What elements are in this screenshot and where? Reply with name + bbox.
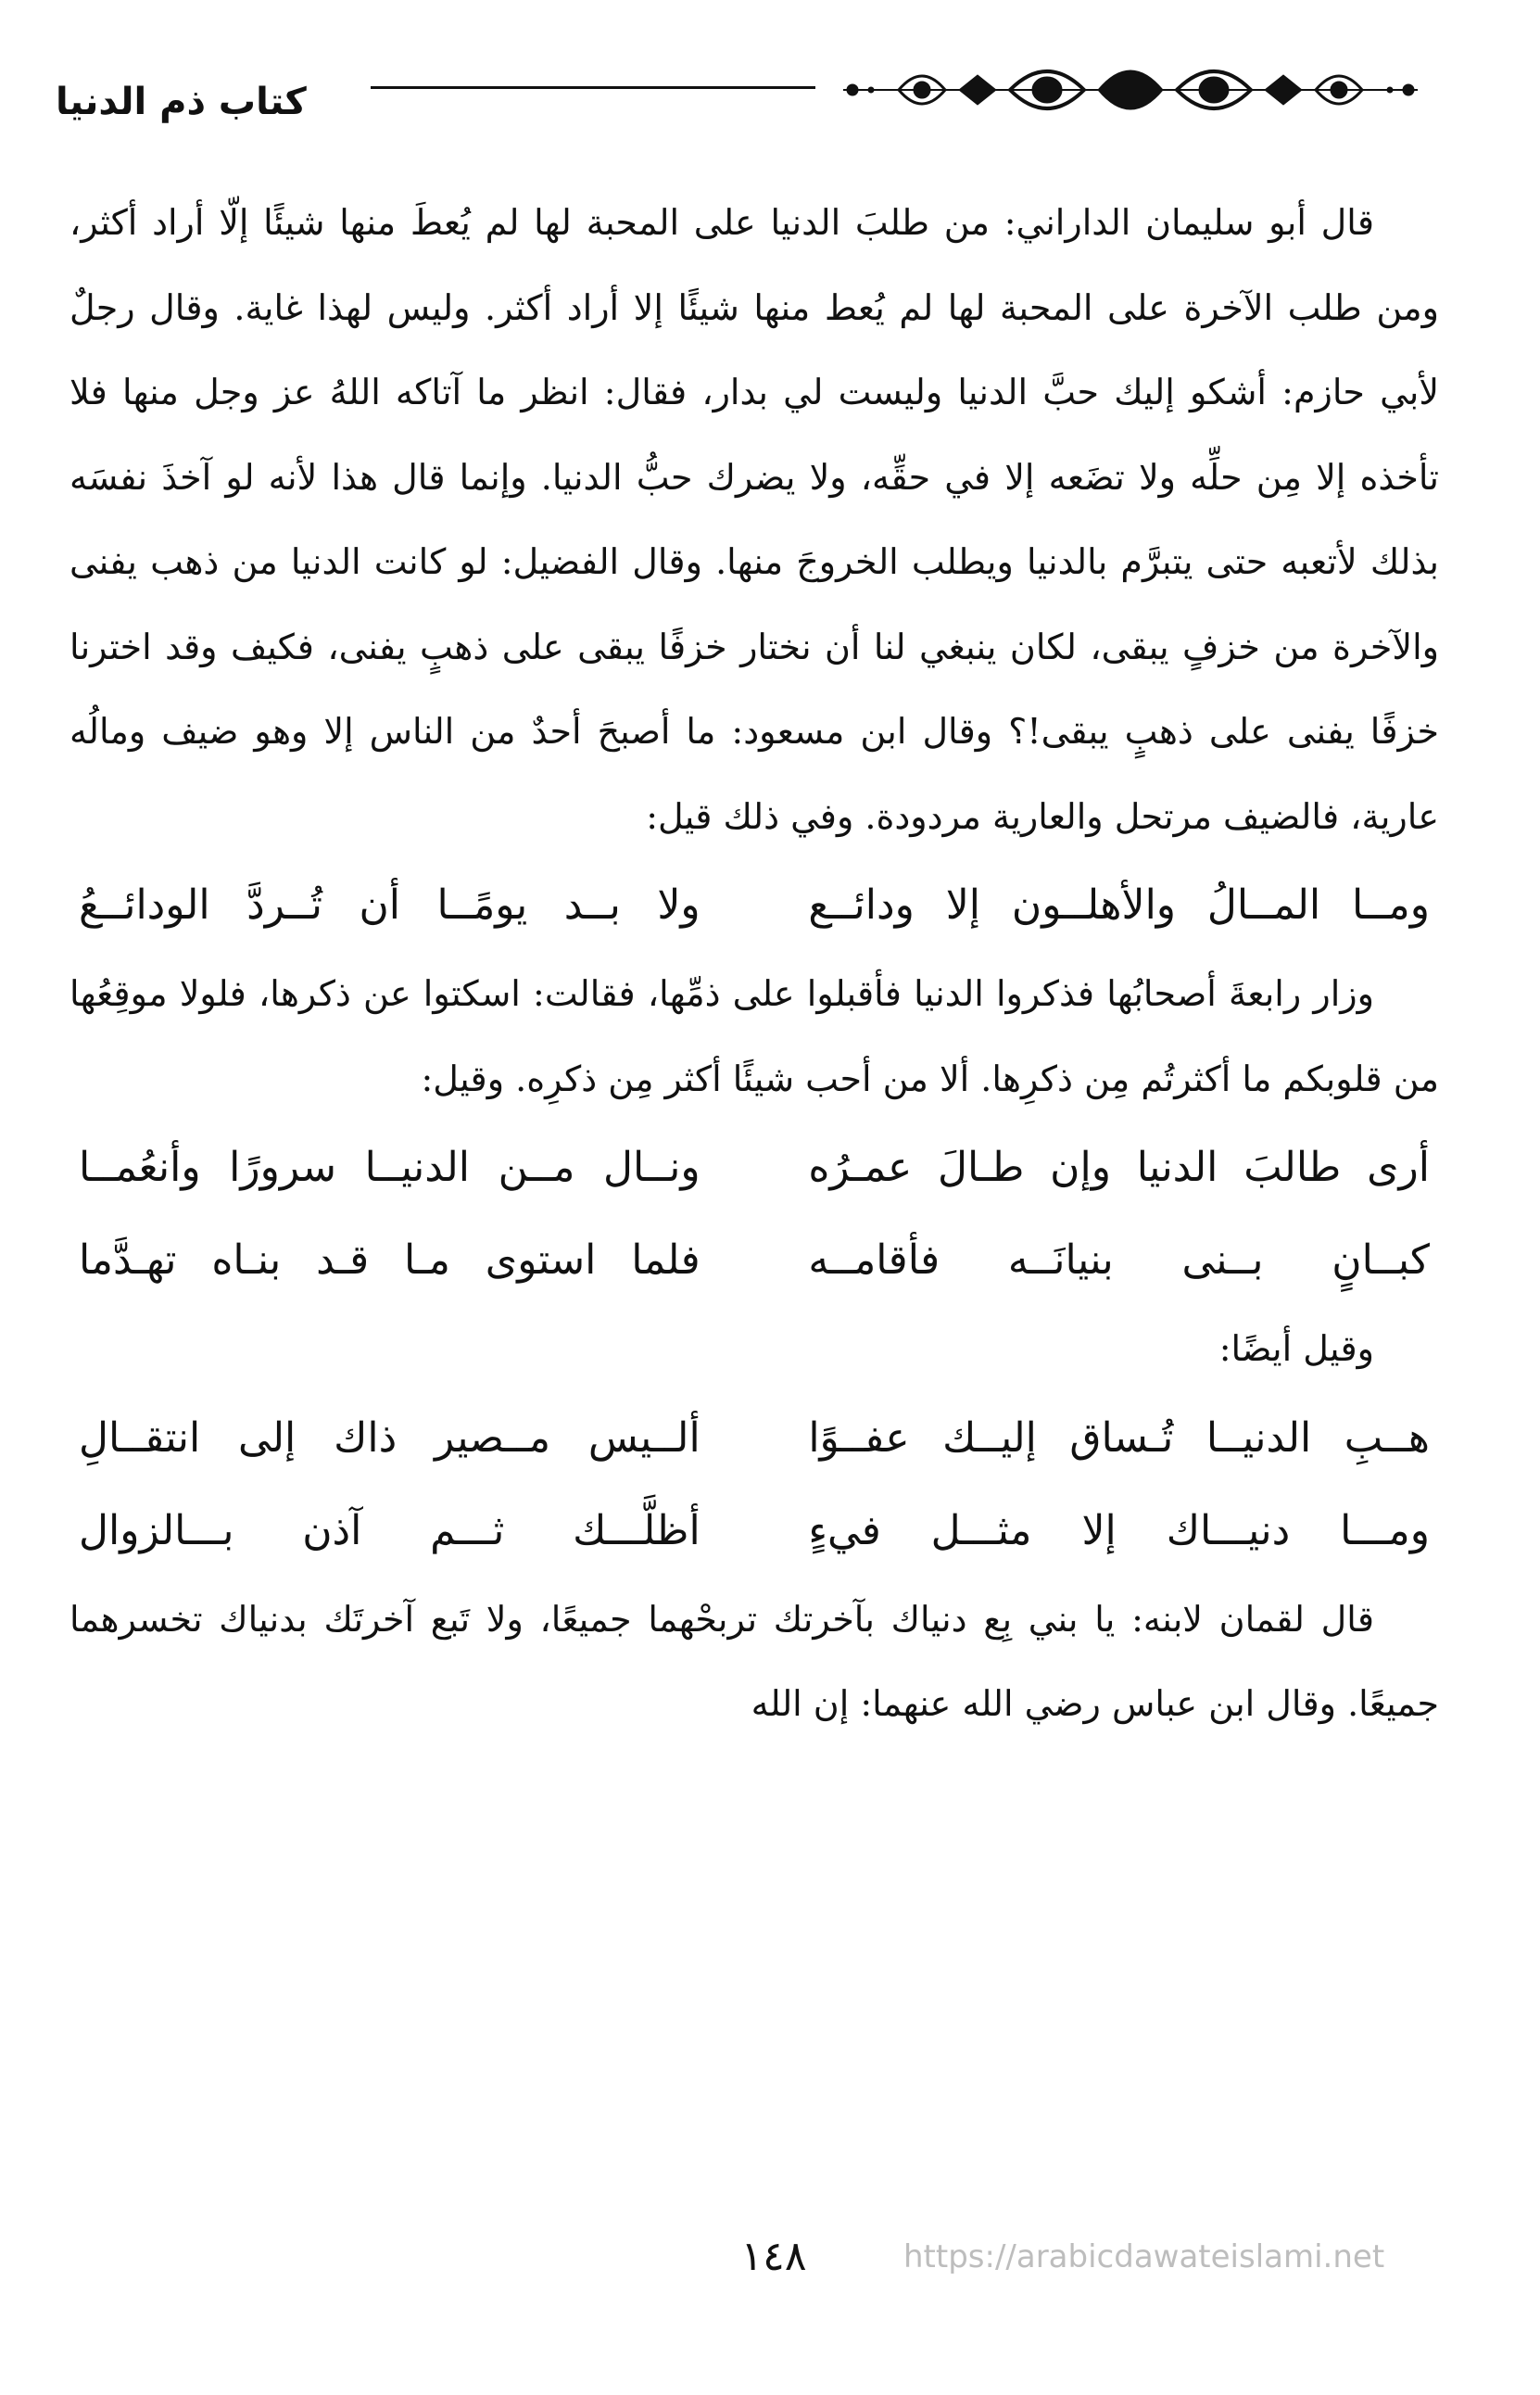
page-footer	[0, 2215, 1540, 2299]
prose-block-4	[69, 1578, 1439, 1747]
verse-line	[69, 1485, 1439, 1578]
verse-line	[69, 1392, 1439, 1485]
watermark: https://arabicdawateislami.net	[903, 2238, 1385, 2275]
verse-line	[69, 859, 1439, 952]
page-body	[69, 181, 1439, 1747]
verse-hemistich-second: ألــيس مــصير ذاك إلى انتقــالِ	[79, 1413, 701, 1462]
ornament-icon	[834, 51, 1427, 134]
paragraph: قال أبو سليمان الداراني: من طلبَ الدنيا على المحبة لها لم يُعطَ منها شيئًا إلّا أراد أكثر، ومن طلب الآخرة على المحبة لها لم يُعط منها شيئًا إلا أراد أكثر. وليس لهذا غاية. وقال رجلٌ لأبي حازم: أشكو إليك حبَّ الدنيا وليست لي بدار، فقال: انظر ما آتاكه اللهُ عز وجل منها فلا تأخذه إلا مِن حلِّه ولا تضَعه إلا في حقِّه، ولا يضرك حبُّ الدنيا. وإنما قال هذا لأنه لو آخذَ نفسَه بذلك لأتعبه حتى يتبرَّم بالدنيا ويطلب الخروجَ منها. وقال الفضيل: لو كانت الدنيا من ذهب يفنى والآخرة من خزفٍ يبقى، لكان ينبغي لنا أن نختار خزفًا يبقى على ذهبٍ يفنى، فكيف وقد اخترنا خزفًا يفنى على ذهبٍ يبقى!؟ وقال ابن مسعود: ما أصبحَ أحدٌ من الناس إلا وهو ضيف ومالُه عارية، فالضيف مرتحل والعارية مردودة. وفي ذلك قيل:	[69, 202, 1439, 837]
book-title: كتاب ذم الدنيا	[56, 81, 307, 123]
header-rule	[371, 86, 815, 89]
verse-hemistich-second: ونــال مــن الدنيــا سرورًا وأنعُمــا	[79, 1144, 701, 1191]
verse-hemistich-first: كبــانٍ بــنى بنيانَــه فأقامــه	[808, 1236, 1430, 1284]
prose-block-3	[69, 1307, 1439, 1392]
paragraph: قال لقمان لابنه: يا بني بِع دنياك بآخرتك تربحْهما جميعًا، ولا تَبع آخرتَك بدنياك تخسرهما جميعًا. وقال ابن عباس رضي الله عنهما: إن الله	[69, 1598, 1439, 1724]
verse-hemistich-first: هــبِ الدنيــا تُـساق إليــك عفــوًا	[808, 1413, 1430, 1462]
verse-hemistich-second: ولا بــد يومًــا أن تُــردَّ الودائــعُ	[79, 881, 701, 929]
prose-block-2	[69, 952, 1439, 1121]
verse-hemistich-first: ومـــا دنيـــاك إلا مثـــل فيءٍ	[808, 1506, 1430, 1554]
verse-hemistich-second: فلما استوى مـا قـد بنـاه تهـدَّما	[79, 1236, 701, 1284]
paragraph: وقيل أيضًا:	[1218, 1328, 1374, 1369]
paragraph: وزار رابعةَ أصحابُها فذكروا الدنيا فأقبلوا على ذمِّها، فقالت: اسكتوا عن ذكرها، فلولا موقِعُها من قلوبكم ما أكثرتُم مِن ذكرِها. ألا من أحب شيئًا أكثر مِن ذكرِه. وقيل:	[69, 973, 1439, 1099]
page-number: ١٤٨	[740, 2233, 807, 2280]
verse-hemistich-first: ومــا المــالُ والأهلــون إلا ودائــع	[808, 881, 1430, 929]
page-header	[0, 51, 1540, 153]
verse-hemistich-first: أرى طالبَ الدنيا وإن طـالَ عمـرُه	[808, 1144, 1430, 1191]
prose-block-1	[69, 181, 1439, 859]
verse-hemistich-second: أظلَّـــك ثـــم آذن بـــالزوال	[79, 1506, 701, 1554]
verse-line	[69, 1121, 1439, 1214]
verse-line	[69, 1214, 1439, 1307]
